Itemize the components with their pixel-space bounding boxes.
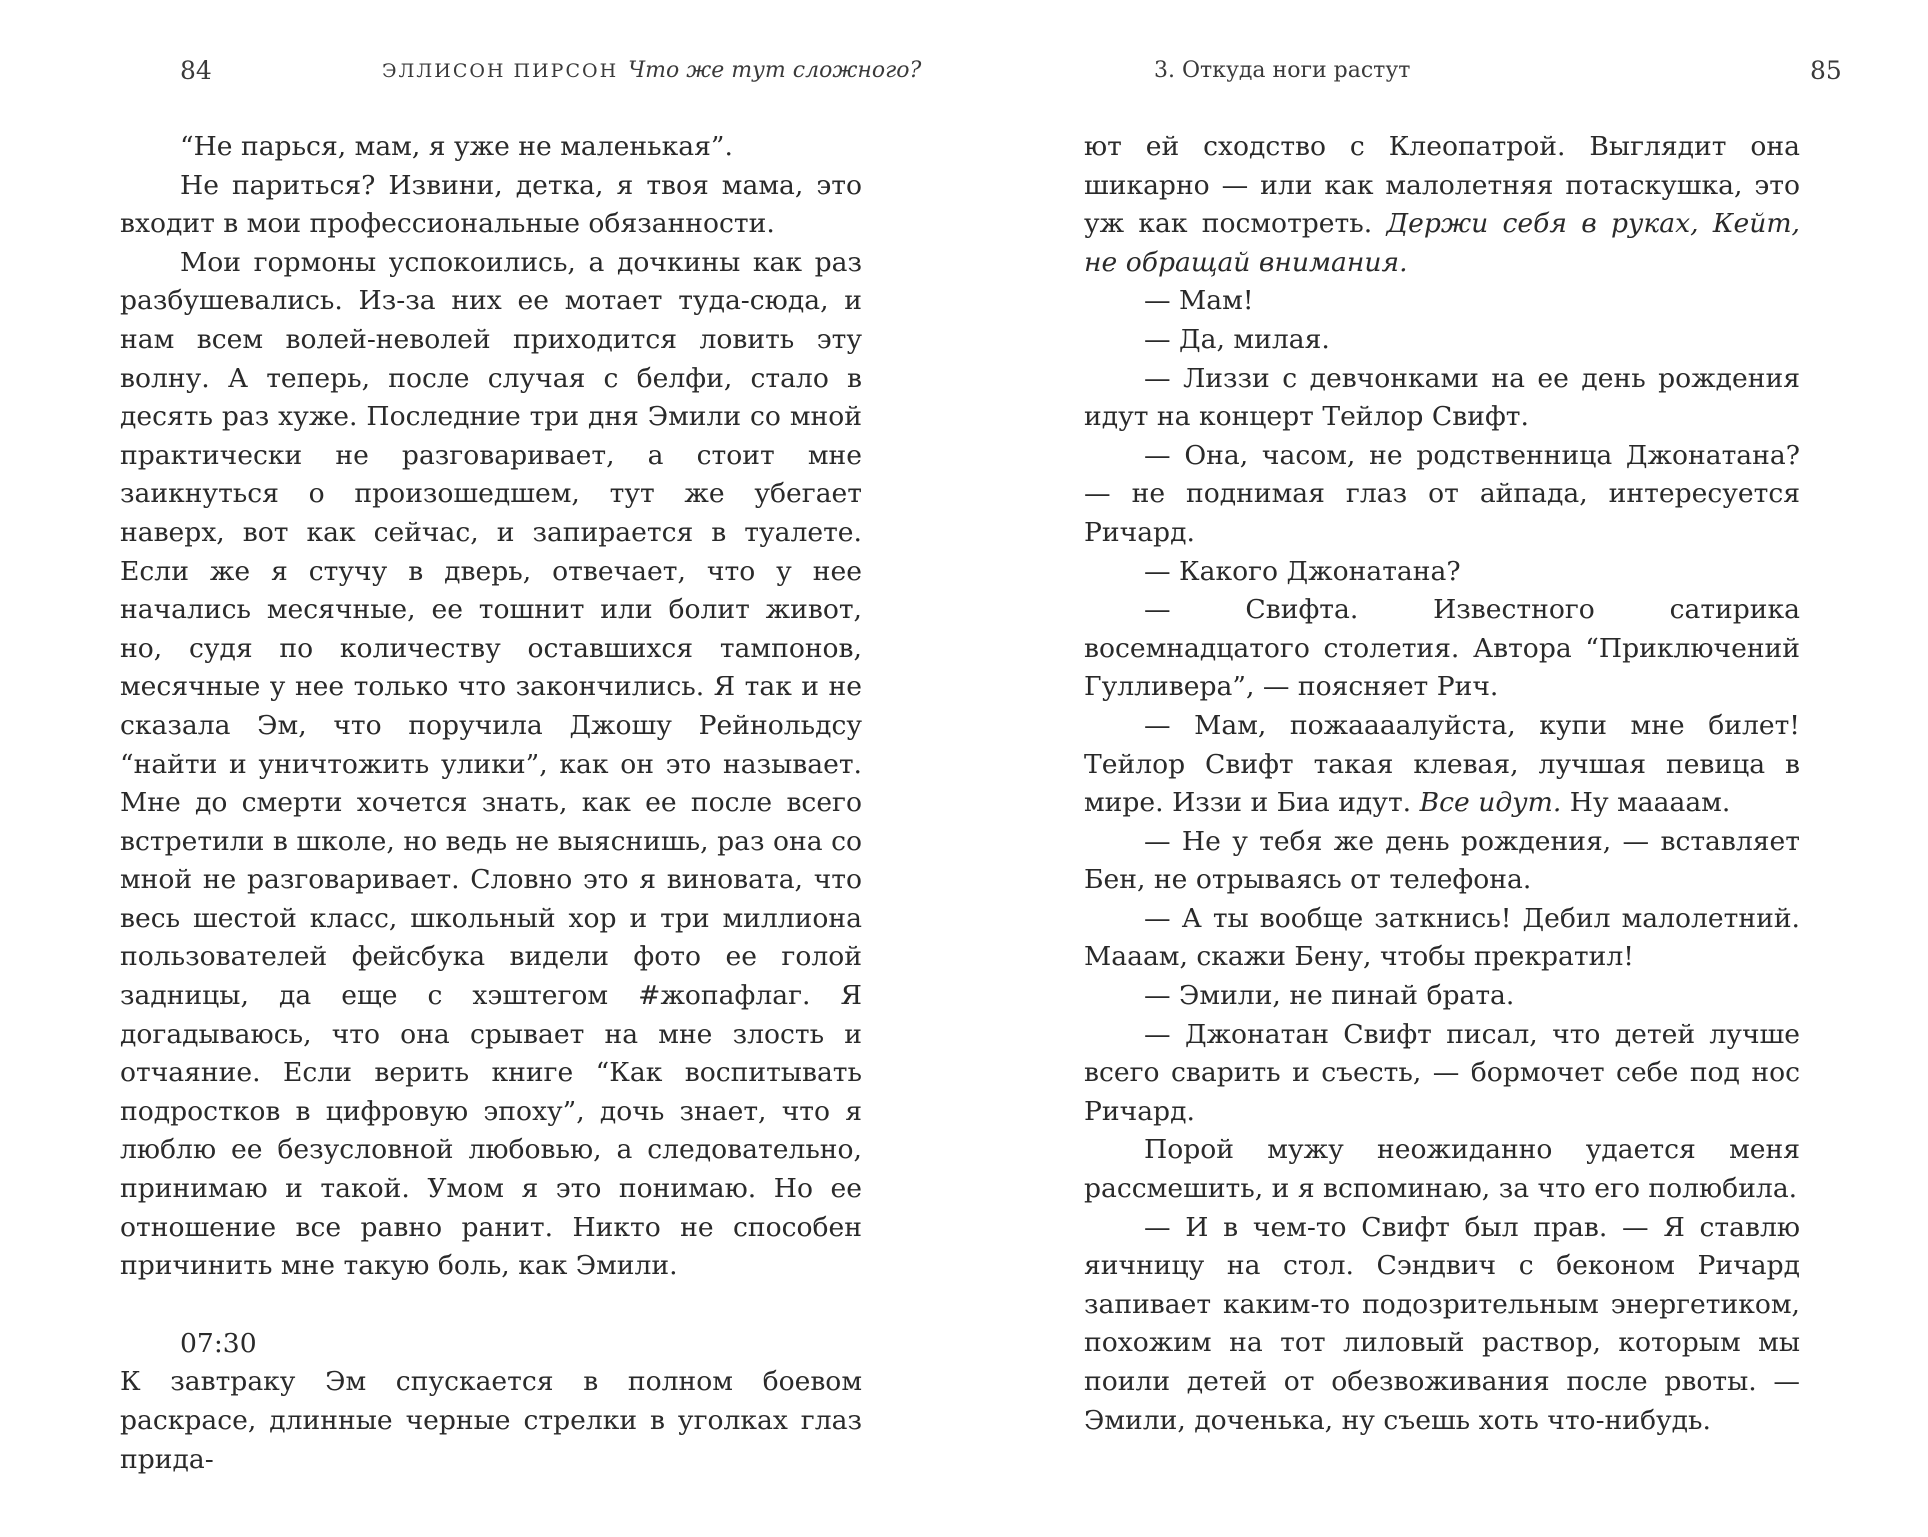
- book-title: Что же тут сложного?: [628, 58, 922, 83]
- dialogue-line: — Лиззи с девчонками на ее день рождения идут на концерт Тейлор Свифт.: [1084, 362, 1800, 433]
- paragraph: Мои гормоны успокоились, а дочкины как раз разбушевались. Из-за них ее мотает туда-сюда, и нам всем волей-неволей приходится ловить эту волну. А теперь, после случая с белфи, стало в десять раз хуже. Последние три дня Эмили со мной практически не разговаривает, а стоит мне заикнуться о произошедшем, тут же убегает наверх, вот как сейчас, и запирается в туалете. Если же я стучу в дверь, отвечает, что у нее начались месячные, ее тошнит или болит живот, но, судя по количеству оставшихся тампонов, месячные у нее только что закончились. Я так и не сказала Эм, что поручила Джошу Рейнольдсу “найти и уничтожить улики”, как он это называет. Мне до смерти хочется знать, как ее после всего встретили в школе, но ведь не выяснишь, раз она со мной не разговаривает. Словно это я виновата, что весь шестой класс, школьный хор и три миллиона пользователей фейсбука видели фото ее голой задницы, да еще с хэштегом #жопафлаг. Я догадываюсь, что она срывает на мне злость и отчаяние. Если верить книге “Как воспитывать подростков в цифровую эпоху”, дочь знает, что я люблю ее безусловной любовью, а следовательно, принимаю и такой. Умом я это понимаю. Но ее отношение все равно ранит. Никто не способен причинить мне такую боль, как Эмили.: [120, 246, 862, 1282]
- dialogue-line: — Мам!: [1144, 285, 1254, 317]
- author-name: ЭЛЛИСОН ПИРСОН: [382, 60, 619, 82]
- italic-thought: Держи себя в руках, Кейт, не обращай внимания.: [1084, 208, 1801, 278]
- paragraph-text: ют ей сходство с Клеопатрой. Выглядит она шикарно — или как малолетняя потаскушка, это уж как посмотреть.: [1084, 131, 1800, 240]
- right-page: [964, 0, 1928, 1537]
- dialogue-line: — Она, часом, не родственница Джонатана? — не поднимая глаз от айпада, интересуется Ричард.: [1084, 439, 1800, 548]
- page-number-left: 84: [180, 56, 212, 85]
- dialogue-line: — Эмили, не пинай брата.: [1144, 980, 1515, 1012]
- left-text-body: [120, 128, 862, 1479]
- running-head-left: [382, 56, 921, 86]
- running-head-right: 3. Откуда ноги растут: [1154, 58, 1411, 83]
- paragraph: К завтраку Эм спускается в полном боевом раскрасе, длинные черные стрелки в уголках глаз прида-: [120, 1366, 862, 1475]
- dialogue-line: — Джонатан Свифт писал, что детей лучше всего сварить и съесть, — бормочет себе под нос Ричард.: [1084, 1018, 1800, 1127]
- dialogue-line: — Свифта. Известного сатирика восемнадцатого столетия. Автора “Приключений Гулливера”, — поясняет Рич.: [1084, 594, 1800, 703]
- dialogue-line: — Да, милая.: [1144, 323, 1330, 355]
- time-heading: 07:30: [180, 1327, 257, 1359]
- dialogue-line: — А ты вообще заткнись! Дебил малолетний. Мааам, скажи Бену, чтобы прекратил!: [1084, 902, 1800, 973]
- dialogue-line: — Какого Джонатана?: [1144, 555, 1461, 587]
- right-text-body: [1084, 128, 1800, 1440]
- paragraph: Порой мужу неожиданно удается меня рассмешить, и я вспоминаю, за что его полюбила.: [1084, 1134, 1800, 1205]
- italic-phrase: Все идут.: [1419, 787, 1562, 819]
- paragraph: [1084, 128, 1800, 282]
- dialogue-line: — И в чем-то Свифт был прав. — Я ставлю яичницу на стол. Сэндвич с беконом Ричард запивает каким-то подозрительным энергетиком, похожим на тот лиловый раствор, которым мы поили детей от обезвоживания после рвоты. — Эмили, доченька, ну съешь хоть что-нибудь.: [1084, 1211, 1800, 1436]
- paragraph: Не париться? Извини, детка, я твоя мама, это входит в мои профессиональные обязанности.: [120, 169, 862, 240]
- page-number-right: 85: [1810, 56, 1842, 85]
- dialogue-line: — Не у тебя же день рождения, — вставляет Бен, не отрываясь от телефона.: [1084, 825, 1800, 896]
- dialogue-line: — Мам, пожаааалуйста, купи мне билет! Тейлор Свифт такая клевая, лучшая певица в мире. Иззи и Биа идут. Все идут. Ну маааам.: [1084, 709, 1800, 819]
- paragraph: “Не парься, мам, я уже не маленькая”.: [180, 131, 733, 162]
